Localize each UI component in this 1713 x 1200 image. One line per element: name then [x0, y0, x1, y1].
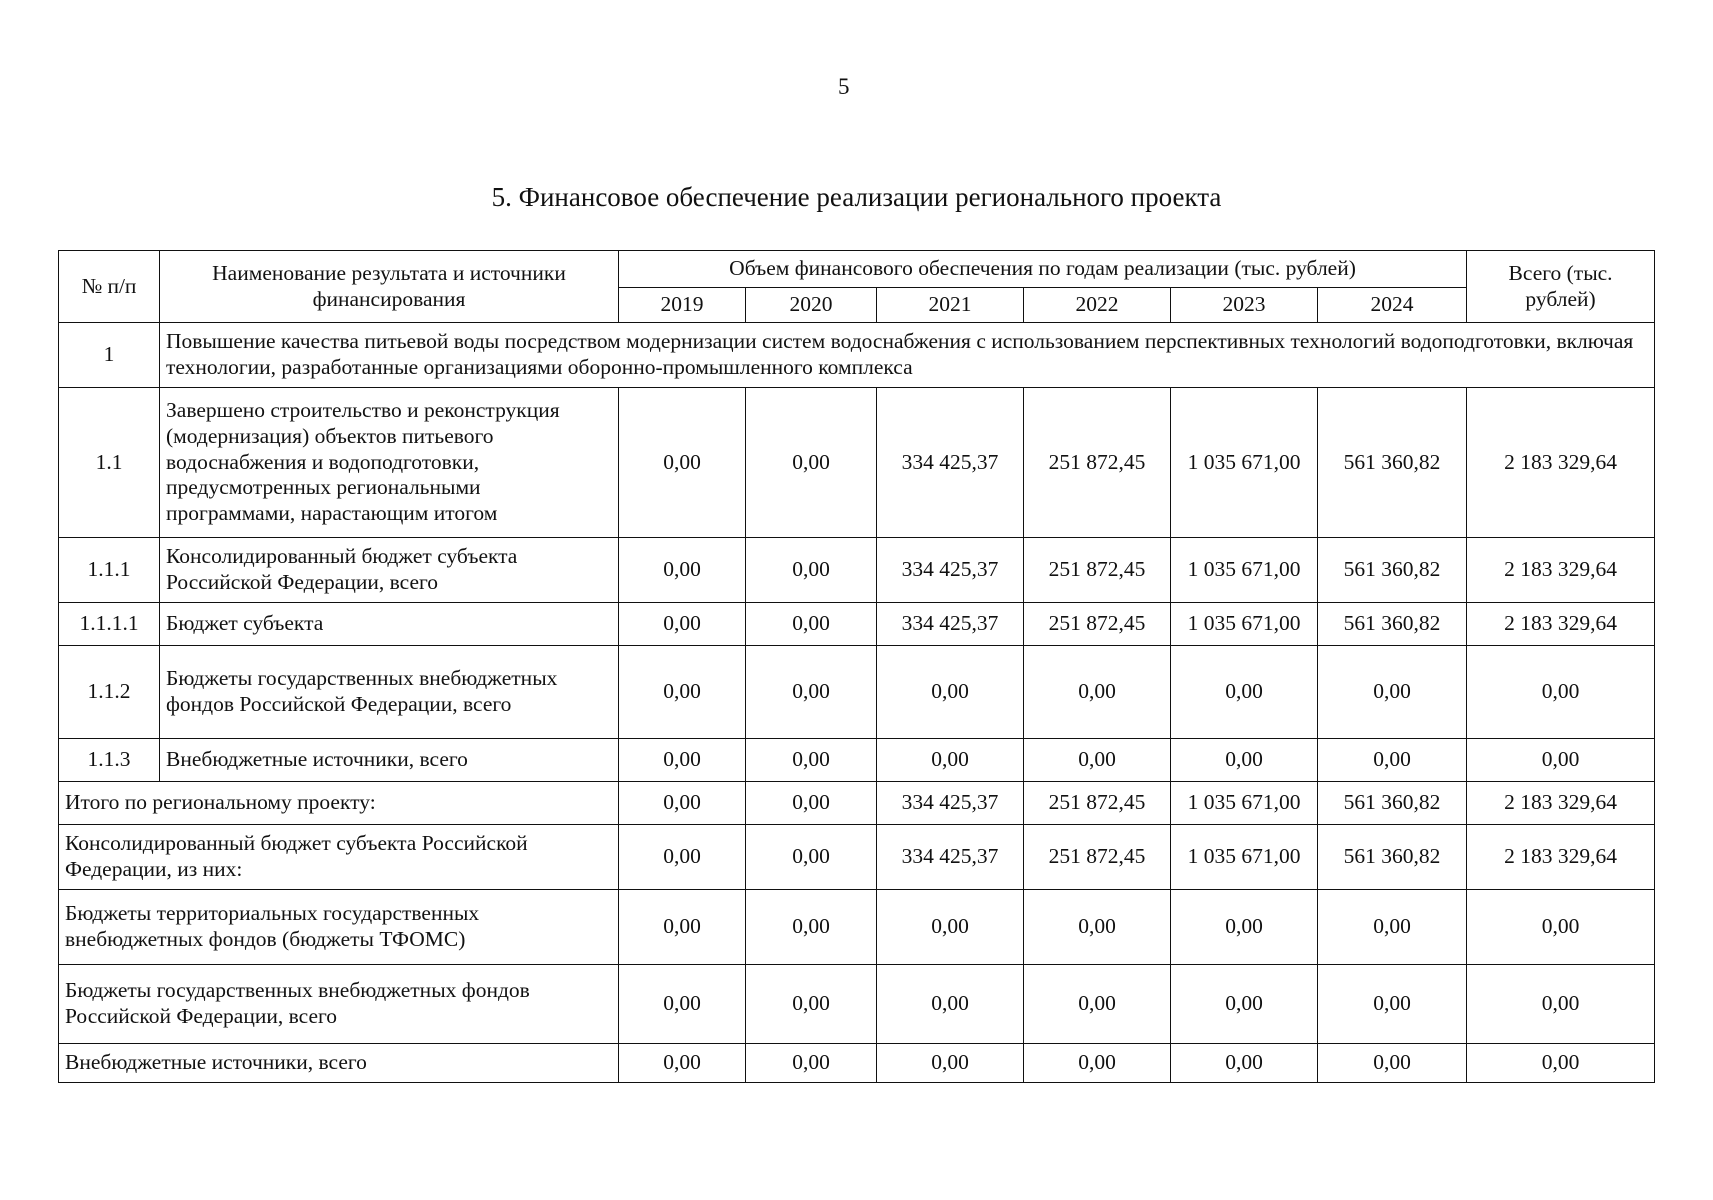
value-cell: 0,00 — [1318, 739, 1467, 782]
row-name: Бюджеты государственных внебюджетных фондов Российской Федерации, всего — [160, 646, 619, 739]
value-cell: 0,00 — [746, 890, 877, 965]
value-cell: 0,00 — [746, 388, 877, 538]
value-cell: 0,00 — [746, 1044, 877, 1083]
total-cell: 0,00 — [1467, 890, 1655, 965]
table-row — [59, 646, 1655, 739]
value-cell: 0,00 — [619, 782, 746, 825]
summary-name: Бюджеты территориальных государственных внебюджетных фондов (бюджеты ТФОМС) — [59, 890, 619, 965]
row-name: Консолидированный бюджет субъекта Российской Федерации, всего — [160, 538, 619, 603]
row-num: 1.1 — [59, 388, 160, 538]
header-total: Всего (тыс. рублей) — [1467, 251, 1655, 323]
value-cell: 0,00 — [619, 739, 746, 782]
header-row — [59, 251, 1655, 288]
value-cell: 0,00 — [1318, 1044, 1467, 1083]
value-cell: 0,00 — [1024, 1044, 1171, 1083]
value-cell: 0,00 — [877, 1044, 1024, 1083]
value-cell: 0,00 — [1024, 890, 1171, 965]
row-num: 1.1.3 — [59, 739, 160, 782]
total-cell: 0,00 — [1467, 965, 1655, 1044]
value-cell: 561 360,82 — [1318, 538, 1467, 603]
total-cell: 2 183 329,64 — [1467, 825, 1655, 890]
summary-row — [59, 782, 1655, 825]
value-cell: 251 872,45 — [1024, 603, 1171, 646]
header-name: Наименование результата и источники финансирования — [160, 251, 619, 323]
value-cell: 0,00 — [746, 825, 877, 890]
value-cell: 0,00 — [619, 646, 746, 739]
row-name: Завершено строительство и реконструкция (модернизация) объектов питьевого водоснабжения и водоподготовки, предусмотренных региональными программами, нарастающим итогом — [160, 388, 619, 538]
summary-name: Внебюджетные источники, всего — [59, 1044, 619, 1083]
value-cell: 0,00 — [877, 890, 1024, 965]
table-row — [59, 388, 1655, 538]
total-cell: 2 183 329,64 — [1467, 388, 1655, 538]
header-year: 2024 — [1318, 288, 1467, 323]
value-cell: 1 035 671,00 — [1171, 538, 1318, 603]
section-text: Повышение качества питьевой воды посредством модернизации систем водоснабжения с использованием перспективных технологий водоподготовки, включая технологии, разработанные организациями оборонно-промышленного комплекса — [160, 323, 1655, 388]
header-year: 2020 — [746, 288, 877, 323]
summary-name: Итого по региональному проекту: — [59, 782, 619, 825]
value-cell: 561 360,82 — [1318, 388, 1467, 538]
document-title: 5. Финансовое обеспечение реализации регионального проекта — [491, 182, 1222, 212]
summary-row — [59, 825, 1655, 890]
value-cell: 0,00 — [746, 538, 877, 603]
value-cell: 0,00 — [1024, 646, 1171, 739]
total-cell: 2 183 329,64 — [1467, 782, 1655, 825]
table-row — [59, 739, 1655, 782]
value-cell: 0,00 — [619, 603, 746, 646]
header-year: 2021 — [877, 288, 1024, 323]
value-cell: 561 360,82 — [1318, 782, 1467, 825]
value-cell: 1 035 671,00 — [1171, 782, 1318, 825]
header-volume: Объем финансового обеспечения по годам реализации (тыс. рублей) — [619, 251, 1467, 288]
row-num: 1.1.1.1 — [59, 603, 160, 646]
row-name: Бюджет субъекта — [160, 603, 619, 646]
summary-row — [59, 890, 1655, 965]
summary-row — [59, 1044, 1655, 1083]
value-cell: 0,00 — [1318, 965, 1467, 1044]
total-cell: 0,00 — [1467, 646, 1655, 739]
total-cell: 2 183 329,64 — [1467, 603, 1655, 646]
value-cell: 0,00 — [877, 965, 1024, 1044]
value-cell: 0,00 — [1171, 739, 1318, 782]
value-cell: 0,00 — [619, 825, 746, 890]
header-year: 2023 — [1171, 288, 1318, 323]
value-cell: 1 035 671,00 — [1171, 825, 1318, 890]
value-cell: 561 360,82 — [1318, 825, 1467, 890]
value-cell: 0,00 — [1318, 890, 1467, 965]
value-cell: 0,00 — [1171, 890, 1318, 965]
value-cell: 334 425,37 — [877, 782, 1024, 825]
value-cell: 251 872,45 — [1024, 538, 1171, 603]
value-cell: 0,00 — [1024, 739, 1171, 782]
summary-row — [59, 965, 1655, 1044]
value-cell: 0,00 — [1318, 646, 1467, 739]
value-cell: 0,00 — [746, 646, 877, 739]
value-cell: 1 035 671,00 — [1171, 388, 1318, 538]
value-cell: 0,00 — [877, 646, 1024, 739]
section-row — [59, 323, 1655, 388]
value-cell: 0,00 — [877, 739, 1024, 782]
value-cell: 251 872,45 — [1024, 825, 1171, 890]
value-cell: 251 872,45 — [1024, 388, 1171, 538]
financing-table — [58, 250, 1655, 1083]
header-num: № п/п — [59, 251, 160, 323]
row-num: 1.1.1 — [59, 538, 160, 603]
value-cell: 0,00 — [619, 890, 746, 965]
value-cell: 561 360,82 — [1318, 603, 1467, 646]
page-number: 5 — [838, 74, 850, 99]
value-cell: 334 425,37 — [877, 388, 1024, 538]
value-cell: 0,00 — [746, 603, 877, 646]
value-cell: 0,00 — [1171, 1044, 1318, 1083]
header-year: 2022 — [1024, 288, 1171, 323]
value-cell: 0,00 — [1024, 965, 1171, 1044]
value-cell: 334 425,37 — [877, 538, 1024, 603]
value-cell: 0,00 — [619, 965, 746, 1044]
value-cell: 0,00 — [619, 388, 746, 538]
value-cell: 251 872,45 — [1024, 782, 1171, 825]
total-cell: 0,00 — [1467, 739, 1655, 782]
total-cell: 0,00 — [1467, 1044, 1655, 1083]
summary-name: Бюджеты государственных внебюджетных фондов Российской Федерации, всего — [59, 965, 619, 1044]
value-cell: 0,00 — [746, 782, 877, 825]
value-cell: 0,00 — [746, 965, 877, 1044]
section-num: 1 — [59, 323, 160, 388]
table-row — [59, 538, 1655, 603]
summary-name: Консолидированный бюджет субъекта Российской Федерации, из них: — [59, 825, 619, 890]
header-year: 2019 — [619, 288, 746, 323]
row-num: 1.1.2 — [59, 646, 160, 739]
value-cell: 0,00 — [619, 538, 746, 603]
value-cell: 0,00 — [1171, 965, 1318, 1044]
value-cell: 0,00 — [746, 739, 877, 782]
value-cell: 0,00 — [1171, 646, 1318, 739]
value-cell: 0,00 — [619, 1044, 746, 1083]
total-cell: 2 183 329,64 — [1467, 538, 1655, 603]
table-row — [59, 603, 1655, 646]
value-cell: 334 425,37 — [877, 603, 1024, 646]
row-name: Внебюджетные источники, всего — [160, 739, 619, 782]
value-cell: 1 035 671,00 — [1171, 603, 1318, 646]
value-cell: 334 425,37 — [877, 825, 1024, 890]
